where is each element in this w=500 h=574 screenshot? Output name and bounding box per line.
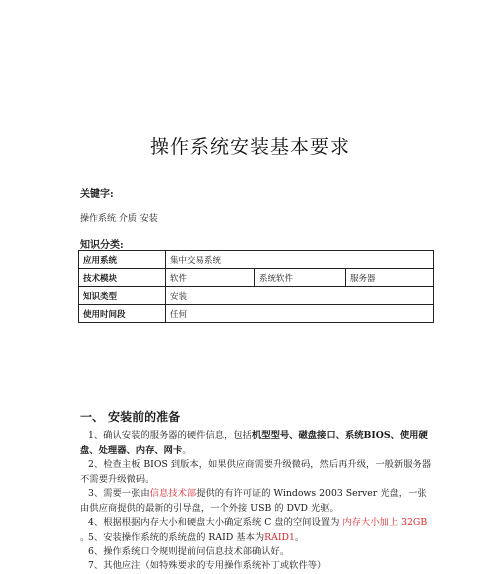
text-run: 。 xyxy=(80,531,90,543)
text-run-highlight: RAID1 xyxy=(264,532,295,543)
document-title: 操作系统安装基本要求 xyxy=(149,136,350,158)
paragraph-5 xyxy=(80,531,432,546)
text-run-bold: 机型型号、磁盘接口、系统BIOS、使用硬盘、处理器、内存、网卡 xyxy=(80,430,428,456)
text-run: 4、根据根据内存大小和硬盘大小确定系统 C 盘的空间设置为 xyxy=(88,517,343,528)
text-run: 。 xyxy=(294,532,305,543)
row-header: 应用系统 xyxy=(79,251,166,269)
paragraph-1 xyxy=(80,429,432,458)
table-row xyxy=(79,287,434,305)
table-cell: 软件 xyxy=(166,269,255,287)
paragraph-3 xyxy=(80,487,432,516)
table-cell: 任何 xyxy=(166,305,434,323)
row-header: 技术模块 xyxy=(79,269,166,287)
paragraph-2: 2、检查主板 BIOS 到版本，如果供应商需要升级微码，然后再升级，一般新服务器不需要升级微码。 xyxy=(80,459,432,485)
text-run: 1、确认安装的服务器的硬件信息，包括 xyxy=(88,430,252,441)
row-header: 知识类型 xyxy=(79,287,166,305)
paragraph-7: 7、其他应注（如特殊要求的专用操作系统补丁或软件等） xyxy=(88,560,327,571)
row-header: 使用时间段 xyxy=(79,305,166,323)
text-run: 。 xyxy=(182,444,192,456)
table-row xyxy=(79,269,434,287)
section-heading: 一、 安装前的准备 xyxy=(80,410,181,424)
keywords-value: 操作系统 介质 安装 xyxy=(80,214,158,224)
keywords-label: 关键字: xyxy=(80,189,114,200)
text-run: 提供的有许可证的 Windows 2003 Server 光盘，一张由供应商提供的最新的引导盘，一个外接 USB 的 DVD 光驱。 xyxy=(80,488,427,514)
text-run: 5、安装操作系统的系统盘的 RAID 基本为 xyxy=(88,532,265,543)
table-cell: 安装 xyxy=(166,287,434,305)
table-row xyxy=(79,305,434,323)
classification-table xyxy=(78,250,434,323)
table-cell: 服务器 xyxy=(346,269,434,287)
text-run-highlight: 内存大小加上 32GB xyxy=(342,517,428,528)
table-row xyxy=(79,251,434,269)
table-cell: 系统软件 xyxy=(255,269,346,287)
paragraph-6: 6、操作系统口令规则提前问信息技术部确认好。 xyxy=(88,546,290,557)
table-cell: 集中交易系统 xyxy=(166,251,434,269)
text-run: 3、需要一张由 xyxy=(88,488,150,499)
text-run-highlight: 信息技术部 xyxy=(149,488,197,499)
classification-label: 知识分类: xyxy=(80,240,124,251)
